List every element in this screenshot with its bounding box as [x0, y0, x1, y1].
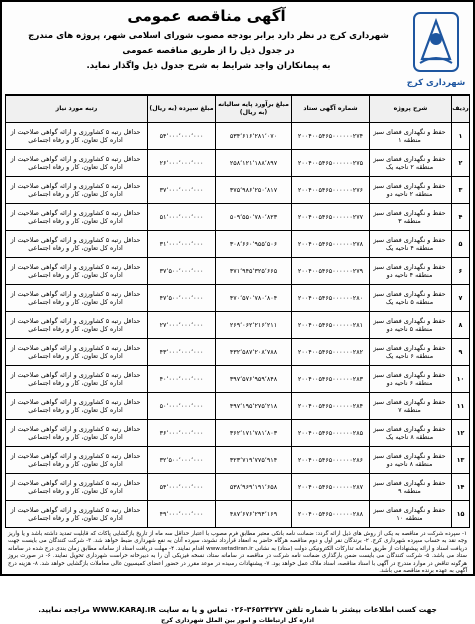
required-grade: حداقل رتبه ۵ کشاورزی و ارائه گواهی صلاحیت از اداره کل تعاون، کار و رفاه اجتماعی — [6, 474, 148, 501]
notice-number: ۲۰۰۴۰۰۵۴۶۵۰۰۰۰۰۰۲۸۲ — [292, 339, 370, 366]
project-description: حفظ و نگهداری فضای سبز منطقه ۱۰ — [370, 501, 452, 528]
notice-number: ۲۰۰۴۰۰۵۴۶۵۰۰۰۰۰۰۲۸۵ — [292, 420, 370, 447]
deposit-amount: ۵۴٬۰۰۰٬۰۰۰٬۰۰۰ — [148, 474, 216, 501]
table-row — [6, 231, 470, 258]
budget-amount: ۳۷۵٬۹۸۶٬۲۵۰٬۸۱۷ — [216, 177, 292, 204]
tender-table — [5, 95, 470, 528]
notice-number: ۲۰۰۴۰۰۵۴۶۵۰۰۰۰۰۰۲۸۳ — [292, 366, 370, 393]
notice-title: آگهی مناقصه عمومی — [127, 7, 286, 25]
deposit-amount: ۳۶٬۰۰۰٬۰۰۰٬۰۰۰ — [148, 420, 216, 447]
table-row — [6, 339, 470, 366]
project-description: حفظ و نگهداری فضای سبز منطقه ۵ ناحیه دو — [370, 312, 452, 339]
intro-line: شهرداری کرج در نظر دارد برابر بودجه مصوب شورای اسلامی شهر، پروژه های مندرج — [28, 31, 389, 41]
required-grade: حداقل رتبه ۵ کشاورزی و ارائه گواهی صلاحیت از اداره کل تعاون، کار و رفاه اجتماعی — [6, 258, 148, 285]
row-number: ۳ — [452, 177, 470, 204]
table-row — [6, 177, 470, 204]
deposit-amount: ۵۴٬۰۰۰٬۰۰۰٬۰۰۰ — [148, 123, 216, 150]
table-row — [6, 312, 470, 339]
required-grade: حداقل رتبه ۵ کشاورزی و ارائه گواهی صلاحیت از اداره کل تعاون، کار و رفاه اجتماعی — [6, 420, 148, 447]
deposit-amount: ۴۹٬۰۰۰٬۰۰۰٬۰۰۰ — [148, 501, 216, 528]
row-number: ۱۳ — [452, 447, 470, 474]
required-grade: حداقل رتبه ۵ کشاورزی و ارائه گواهی صلاحیت از اداره کل تعاون، کار و رفاه اجتماعی — [6, 447, 148, 474]
table-row — [6, 258, 470, 285]
budget-amount: ۳۷۱٬۹۴۵٬۳۲۵٬۶۶۵ — [216, 258, 292, 285]
notice-number: ۲۰۰۴۰۰۵۴۶۵۰۰۰۰۰۰۲۸۷ — [292, 474, 370, 501]
project-description: حفظ و نگهداری فضای سبز منطقه ۴ ناحیه دو — [370, 258, 452, 285]
deposit-amount: ۲۶٬۰۰۰٬۰۰۰٬۰۰۰ — [148, 150, 216, 177]
header-project: شرح پروژه — [370, 96, 452, 123]
project-description: حفظ و نگهداری فضای سبز منطقه ۴ ناحیه یک — [370, 231, 452, 258]
required-grade: حداقل رتبه ۵ کشاورزی و ارائه گواهی صلاحیت از اداره کل تعاون، کار و رفاه اجتماعی — [6, 393, 148, 420]
budget-amount: ۵۰۹٬۵۵۰٬۷۸۰٬۸۲۳ — [216, 204, 292, 231]
table-row — [6, 501, 470, 528]
notice-number: ۲۰۰۴۰۰۵۴۶۵۰۰۰۰۰۰۲۷۶ — [292, 177, 370, 204]
deposit-amount: ۳۷٬۵۰۰٬۰۰۰٬۰۰۰ — [148, 258, 216, 285]
required-grade: حداقل رتبه ۵ کشاورزی و ارائه گواهی صلاحیت از اداره کل تعاون، کار و رفاه اجتماعی — [6, 123, 148, 150]
table-row — [6, 123, 470, 150]
notice-number: ۲۰۰۴۰۰۵۴۶۵۰۰۰۰۰۰۲۸۸ — [292, 501, 370, 528]
table-body — [6, 123, 470, 528]
project-description: حفظ و نگهداری فضای سبز منطقه ۵ ناحیه یک — [370, 285, 452, 312]
karaj-municipality-logo-icon — [408, 9, 464, 91]
deposit-amount: ۳۲٬۵۰۰٬۰۰۰٬۰۰۰ — [148, 447, 216, 474]
footer-line: اداره کل ارتباطات و امور بین الملل شهرداری کرج — [161, 617, 314, 624]
notice-notes: ۱- سپرده شرکت در مناقصه به یکی از روش های ذیل ارائه گردد: ضمانت نامه بانکی معتبر مطابق فرم مصوب با اعتبار حداقل سه ماه از تاریخ بازگشایی پاکات که قابلیت تمدید داشته باشد و یا واریز وجه نقد به حساب سپرده شهرداری کرج. ۲- برندگان نفر اول و دوم مناقصه هرگاه حاضر به انعقاد قرارداد نشوند، سپرده آنان به نفع شهرداری ضبط خواهد شد. ۳- شرکت کنندگان می بایست جهت دریافت اسناد و ارائه پیشنهادات از طریق سامانه تدارکات الکترونیکی دولت (ستاد) به نشانی www.setadiran.ir اقدام نمایند. ۴- مهلت دریافت اسناد از سامانه مطابق زمان بندی درج شده در سامانه ستاد می باشد. ۵- شرکت کنندگان می بایست ضمن بارگذاری ضمانت نامه شرکت در مناقصه در سامانه ستاد، نسخه فیزیکی آن را به دبیرخانه حراست شهرداری تحویل نمایند. ۶- در صورت بروز هرگونه تناقض در موارد مندرج در آگهی با اسناد مناقصه، اسناد ملاک عمل خواهد بود. ۷- پیشنهادات رسیده در موعد مقرر در حضور اعضای کمیسیون عالی معاملات بازگشایی خواهد شد. ۸- هزینه درج آگهی به عهده برنده مناقصه می باشد. — [8, 531, 468, 575]
header-notice-number: شماره آگهی ستاد — [292, 96, 370, 123]
required-grade: حداقل رتبه ۵ کشاورزی و ارائه گواهی صلاحیت از اداره کل تعاون، کار و رفاه اجتماعی — [6, 150, 148, 177]
row-number: ۷ — [452, 285, 470, 312]
notice-number: ۲۰۰۴۰۰۵۴۶۵۰۰۰۰۰۰۲۸۴ — [292, 393, 370, 420]
project-description: حفظ و نگهداری فضای سبز منطقه ۲ ناحیه یک — [370, 150, 452, 177]
row-number: ۱۵ — [452, 501, 470, 528]
budget-amount: ۴۳۲٬۵۸۷٬۲۰۸٬۷۸۸ — [216, 339, 292, 366]
table-header-row — [6, 96, 470, 123]
notice-number: ۲۰۰۴۰۰۵۴۶۵۰۰۰۰۰۰۲۸۱ — [292, 312, 370, 339]
header-row-number: ردیف — [452, 96, 470, 123]
notice-header — [5, 5, 470, 95]
notice-number: ۲۰۰۴۰۰۵۴۶۵۰۰۰۰۰۰۲۷۷ — [292, 204, 370, 231]
table-row — [6, 447, 470, 474]
table-row — [6, 393, 470, 420]
budget-amount: ۵۳۴٬۶۱۶٬۲۸۱٬۰۷۰ — [216, 123, 292, 150]
project-description: حفظ و نگهداری فضای سبز منطقه ۲ ناحیه دو — [370, 177, 452, 204]
notice-number: ۲۰۰۴۰۰۵۴۶۵۰۰۰۰۰۰۲۷۴ — [292, 123, 370, 150]
notice-number: ۲۰۰۴۰۰۵۴۶۵۰۰۰۰۰۰۲۸۶ — [292, 447, 370, 474]
deposit-amount: ۵۱٬۰۰۰٬۰۰۰٬۰۰۰ — [148, 204, 216, 231]
row-number: ۹ — [452, 339, 470, 366]
project-description: حفظ و نگهداری فضای سبز منطقه ۶ ناحیه یک — [370, 339, 452, 366]
required-grade: حداقل رتبه ۵ کشاورزی و ارائه گواهی صلاحیت از اداره کل تعاون، کار و رفاه اجتماعی — [6, 339, 148, 366]
notice-number: ۲۰۰۴۰۰۵۴۶۵۰۰۰۰۰۰۲۷۵ — [292, 150, 370, 177]
deposit-amount: ۴۰٬۰۰۰٬۰۰۰٬۰۰۰ — [148, 366, 216, 393]
project-description: حفظ و نگهداری فضای سبز منطقه ۹ — [370, 474, 452, 501]
budget-amount: ۳۰۸٬۶۶۰٬۹۵۵٬۵۰۶ — [216, 231, 292, 258]
budget-amount: ۴۷۰٬۵۷۰٬۷۸۰٬۸۰۴ — [216, 285, 292, 312]
intro-line: در جدول ذیل را از طریق مناقصه عمومی — [122, 46, 295, 56]
row-number: ۶ — [452, 258, 470, 285]
header-budget: مبلغ برآورد پایه سالیانه (به ریال) — [216, 96, 292, 123]
deposit-amount: ۳۱٬۰۰۰٬۰۰۰٬۰۰۰ — [148, 231, 216, 258]
required-grade: حداقل رتبه ۵ کشاورزی و ارائه گواهی صلاحیت از اداره کل تعاون، کار و رفاه اجتماعی — [6, 231, 148, 258]
budget-amount: ۳۲۳٬۷۱۹٬۷۷۵٬۹۱۴ — [216, 447, 292, 474]
project-description: حفظ و نگهداری فضای سبز منطقه ۳ — [370, 204, 452, 231]
budget-amount: ۳۹۷٬۵۷۶٬۹۵۹٬۸۴۸ — [216, 366, 292, 393]
intro-line: به پیمانکاران واجد شرایط به شرح جدول ذیل واگذار نماید. — [86, 61, 331, 71]
deposit-amount: ۴۳٬۰۰۰٬۰۰۰٬۰۰۰ — [148, 339, 216, 366]
header-grade: رتبه مورد نیاز — [6, 96, 148, 123]
budget-amount: ۴۸۷٬۶۷۶٬۲۹۴٬۱۶۹ — [216, 501, 292, 528]
notice-number: ۲۰۰۴۰۰۵۴۶۵۰۰۰۰۰۰۲۷۸ — [292, 231, 370, 258]
header-deposit: مبلغ سپرده (به ریال) — [148, 96, 216, 123]
row-number: ۲ — [452, 150, 470, 177]
required-grade: حداقل رتبه ۵ کشاورزی و ارائه گواهی صلاحیت از اداره کل تعاون، کار و رفاه اجتماعی — [6, 501, 148, 528]
required-grade: حداقل رتبه ۵ کشاورزی و ارائه گواهی صلاحیت از اداره کل تعاون، کار و رفاه اجتماعی — [6, 285, 148, 312]
table-row — [6, 474, 470, 501]
table-row — [6, 285, 470, 312]
project-description: حفظ و نگهداری فضای سبز منطقه ۶ ناحیه دو — [370, 366, 452, 393]
required-grade: حداقل رتبه ۵ کشاورزی و ارائه گواهی صلاحیت از اداره کل تعاون، کار و رفاه اجتماعی — [6, 204, 148, 231]
table-row — [6, 150, 470, 177]
required-grade: حداقل رتبه ۵ کشاورزی و ارائه گواهی صلاحیت از اداره کل تعاون، کار و رفاه اجتماعی — [6, 366, 148, 393]
budget-amount: ۵۳۸٬۹۶۹٬۱۹۱٬۶۵۸ — [216, 474, 292, 501]
project-description: حفظ و نگهداری فضای سبز منطقه ۸ ناحیه یک — [370, 420, 452, 447]
row-number: ۴ — [452, 204, 470, 231]
project-description: حفظ و نگهداری فضای سبز منطقه ۸ ناحیه دو — [370, 447, 452, 474]
notice-number: ۲۰۰۴۰۰۵۴۶۵۰۰۰۰۰۰۲۷۹ — [292, 258, 370, 285]
project-description: حفظ و نگهداری فضای سبز منطقه ۷ — [370, 393, 452, 420]
row-number: ۵ — [452, 231, 470, 258]
row-number: ۱ — [452, 123, 470, 150]
required-grade: حداقل رتبه ۵ کشاورزی و ارائه گواهی صلاحیت از اداره کل تعاون، کار و رفاه اجتماعی — [6, 312, 148, 339]
row-number: ۸ — [452, 312, 470, 339]
contact-line: جهت کسب اطلاعات بیشتر با شماره تلفن ۳۶۵۲۴۲۷۷-۰۲۶ تماس و یا به سایت WWW.KARAJ.IR مراجعه نمایید. — [38, 605, 437, 614]
project-description: حفظ و نگهداری فضای سبز منطقه ۱ — [370, 123, 452, 150]
row-number: ۱۱ — [452, 393, 470, 420]
deposit-amount: ۳۷٬۰۰۰٬۰۰۰٬۰۰۰ — [148, 177, 216, 204]
row-number: ۱۰ — [452, 366, 470, 393]
deposit-amount: ۴۷٬۵۰۰٬۰۰۰٬۰۰۰ — [148, 285, 216, 312]
notice-intro — [13, 29, 404, 74]
budget-amount: ۲۵۸٬۱۲۱٬۱۸۸٬۸۹۷ — [216, 150, 292, 177]
row-number: ۱۴ — [452, 474, 470, 501]
budget-amount: ۴۹۷٬۱۹۵٬۲۷۵٬۲۱۸ — [216, 393, 292, 420]
row-number: ۱۲ — [452, 420, 470, 447]
deposit-amount: ۵۰٬۰۰۰٬۰۰۰٬۰۰۰ — [148, 393, 216, 420]
table-row — [6, 204, 470, 231]
required-grade: حداقل رتبه ۵ کشاورزی و ارائه گواهی صلاحیت از اداره کل تعاون، کار و رفاه اجتماعی — [6, 177, 148, 204]
budget-amount: ۲۶۹٬۰۶۲٬۲۱۶٬۲۱۱ — [216, 312, 292, 339]
budget-amount: ۳۶۲٬۱۷۱٬۷۸۱٬۸۰۳ — [216, 420, 292, 447]
deposit-amount: ۲۷٬۰۰۰٬۰۰۰٬۰۰۰ — [148, 312, 216, 339]
table-row — [6, 420, 470, 447]
logo-caption: شهرداری کرج — [406, 78, 466, 88]
table-row — [6, 366, 470, 393]
notice-number: ۲۰۰۴۰۰۵۴۶۵۰۰۰۰۰۰۲۸۰ — [292, 285, 370, 312]
